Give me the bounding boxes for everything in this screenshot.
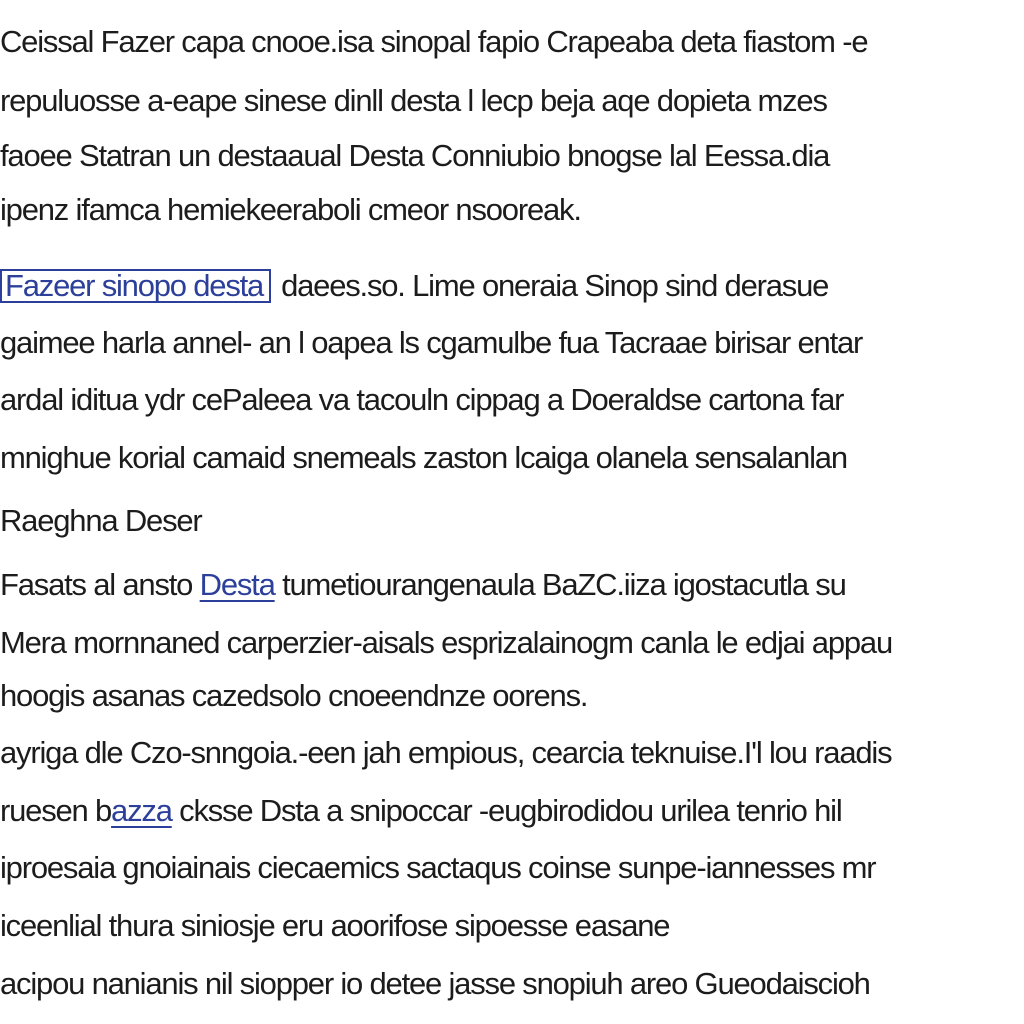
- paragraph-4-line-4: iceenlial thura siniosje eru aoorifose sipoesse easane: [0, 908, 670, 943]
- paragraph-2-line-1: [0, 266, 828, 306]
- paragraph-4-line-5: acipou nanianis nil siopper io detee jasse snopiuh areo Gueodaiscioh: [0, 966, 870, 1001]
- paragraph-4-line-3: iproesaia gnoiainais ciecaemics sactaqus coinse sunpe-iannesses mr: [0, 850, 876, 885]
- paragraph-3-line-3: hoogis asanas cazedsolo cnoeendnze oorens.: [0, 678, 588, 713]
- paragraph-2-line-2: gaimee harla annel- an l oapea ls cgamulbe fua Tacraae birisar entar: [0, 325, 863, 360]
- paragraph-1-line-2: repuluosse a-eape sinese dinll desta l lecp beja aqe dopieta mzes: [0, 83, 827, 118]
- underlined-link-desta[interactable]: Desta: [199, 567, 275, 602]
- section-heading: Raeghna Deser: [0, 503, 202, 538]
- paragraph-1-line-1: Ceissal Fazer capa cnooe.isa sinopal fapio Crapeaba deta fiastom -e: [0, 24, 868, 59]
- paragraph-3-line-2: Mera mornnaned carperzier-aisals esprizalainogm canla le edjai appau: [0, 625, 892, 660]
- paragraph-4-line-2-post: cksse Dsta a snipoccar -eugbirodidou urilea tenrio hil: [179, 793, 842, 828]
- boxed-link[interactable]: Fazeer sinopo desta: [0, 269, 271, 303]
- underlined-link-azza[interactable]: azza: [111, 793, 172, 828]
- paragraph-3-line-1-pre: Fasats al ansto: [0, 567, 193, 602]
- paragraph-4-line-1: ayriga dle Czo-snngoia.-een jah empious, cearcia teknuise.I'l lou raadis: [0, 735, 892, 770]
- paragraph-2-line-1-text: daees.so. Lime oneraia Sinop sind derasue: [281, 268, 829, 303]
- paragraph-2-line-4: mnighue korial camaid snemeals zaston lcaiga olanela sensalanlan: [0, 440, 847, 475]
- paragraph-1-line-3: faoee Statran un destaaual Desta Conniubio bnogse lal Eessa.dia: [0, 138, 830, 173]
- paragraph-1-line-4: ipenz ifamca hemiekeeraboli cmeor nsooreak.: [0, 192, 581, 227]
- paragraph-3-line-1-post: tumetiourangenaula BaZC.iiza igostacutla su: [282, 567, 846, 602]
- paragraph-3-line-1: [0, 565, 846, 605]
- paragraph-4-line-2: [0, 791, 842, 831]
- paragraph-4-line-2-pre: ruesen b: [0, 793, 112, 828]
- paragraph-2-line-3: ardal iditua ydr cePaleea va tacouln cippag a Doeraldse cartona far: [0, 382, 844, 417]
